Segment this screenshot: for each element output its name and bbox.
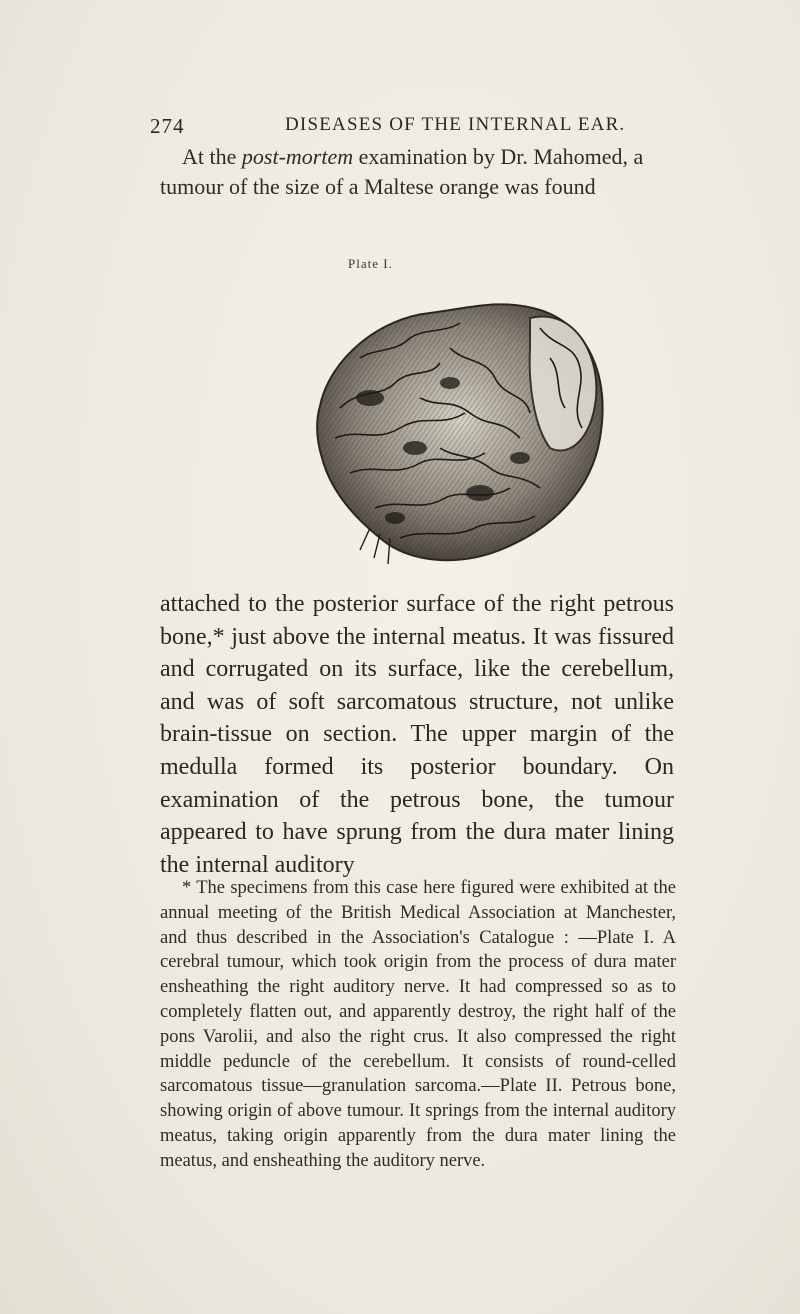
- main-paragraph: [160, 588, 674, 881]
- brain-engraving-icon: [300, 288, 610, 570]
- footnote-text: * The specimens from this case here figured were exhibited at the annual meeting of the British Medical Association at Manchester, and thus described in the Association's Catalogue : —Plate I. A cerebral tumour, which took origin from the process of dura mater ensheathing the right auditory nerve. It had compressed so as to completely flatten out, and apparently destroy, the right half of the pons Varolii, and also the right crus. It also compressed the right middle peduncle of the cerebellum. It consists of round-celled sarcomatous tissue—granulation sarcoma.—Plate II. Petrous bone, showing origin of above tumour. It springs from the internal auditory meatus, taking origin apparently from the dura mater lining the meatus, and ensheathing the auditory nerve.: [160, 878, 676, 1171]
- page-number: 274: [150, 114, 185, 138]
- footnote: [160, 876, 676, 1174]
- running-header: [150, 114, 670, 144]
- plate-figure: [300, 288, 610, 570]
- main-paragraph-text: attached to the posterior surface of the right petrous bone,* just above the internal meatus. It was fissured and corrugated on its surface, like the cerebellum, and was of soft sarcomatous structure, not unlike brain-tissue on section. The upper margin of the medulla formed its posterior boundary. On examination of the petrous bone, the tumour appeared to have sprung from the dura mater lining the internal auditory: [160, 591, 674, 878]
- opening-text-start: At the: [182, 144, 242, 169]
- plate-label: Plate I.: [348, 256, 393, 271]
- opening-text-end: examination by Dr. Mahomed, a tumour of the size of a Maltese orange was found: [160, 144, 644, 199]
- running-title: DISEASES OF THE INTERNAL EAR.: [285, 114, 626, 135]
- opening-paragraph: [160, 142, 670, 202]
- opening-italic-term: post-mortem: [241, 144, 354, 169]
